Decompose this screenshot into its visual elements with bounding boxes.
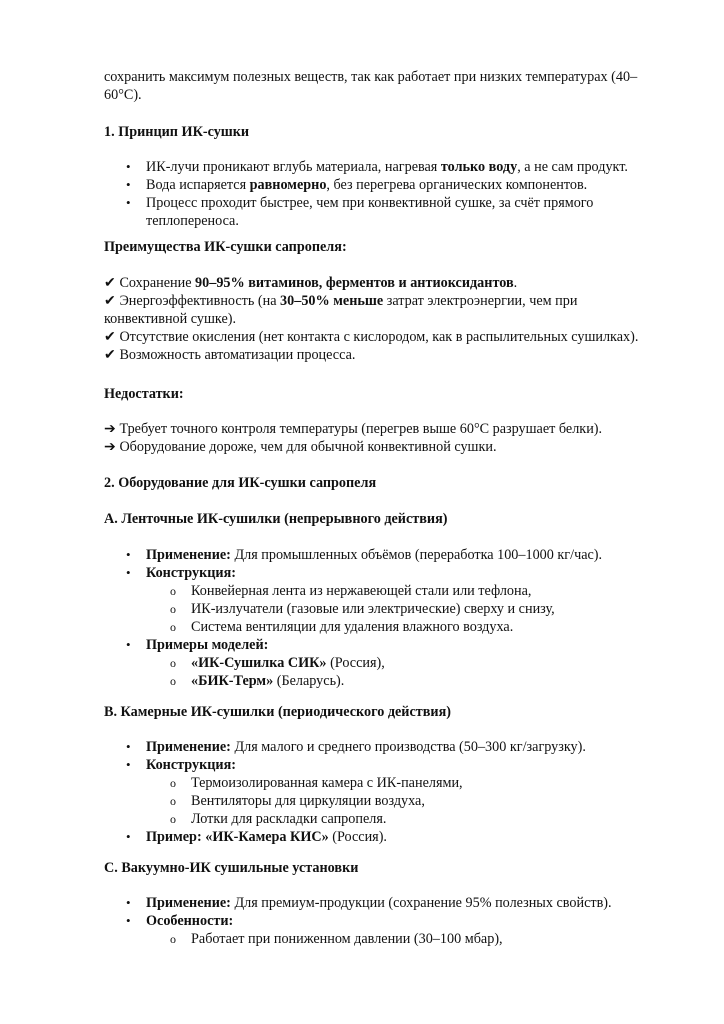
arrow-icon: ➔: [104, 439, 116, 455]
list-item: • Пример: «ИК-Камера КИС» (Россия).: [126, 829, 387, 845]
sub-list-item: o ИК-излучатели (газовые или электрические) сверху и снизу,: [170, 601, 555, 617]
section-b-list: [104, 738, 664, 846]
bullet-dot: •: [126, 913, 131, 928]
sub-list-item: o Работает при пониженном давлении (30–100 мбар),: [170, 931, 503, 947]
list-item: • Применение: Для малого и среднего производства (50–300 кг/загрузку).: [126, 739, 586, 755]
list-item: ➔ Оборудование дороже, чем для обычной конвективной сушки.: [104, 439, 497, 455]
sub-list-item: o Лотки для раскладки сапропеля.: [170, 811, 387, 827]
bullet-dot: •: [126, 895, 131, 910]
list-item: ✔ Сохранение 90–95% витаминов, ферментов и антиоксидантов.: [104, 275, 518, 291]
list-item: • Примеры моделей:: [126, 637, 269, 653]
bullet-dot: •: [126, 829, 131, 844]
check-icon: ✔: [104, 329, 116, 345]
list-item: • Процесс проходит быстрее, чем при конвективной сушке, за счёт прямого теплопереноса.: [126, 195, 594, 229]
section-b-heading: B. Камерные ИК-сушилки (периодического действия): [104, 704, 451, 720]
advantages-list: [104, 274, 664, 364]
section-a-list: [104, 546, 664, 690]
check-icon: ✔: [104, 293, 116, 309]
bullet-dot: •: [126, 565, 131, 580]
section-2-heading: 2. Оборудование для ИК-сушки сапропеля: [104, 475, 377, 491]
section-a-heading: A. Ленточные ИК-сушилки (непрерывного действия): [104, 511, 448, 527]
disadvantages-heading: Недостатки:: [104, 386, 184, 402]
list-item: • Особенности:: [126, 913, 234, 929]
bullet-circle: o: [170, 656, 176, 670]
sub-list-item: o «БИК-Терм» (Беларусь).: [170, 673, 345, 689]
list-item: • Применение: Для премиум-продукции (сохранение 95% полезных свойств).: [126, 895, 612, 911]
bullet-dot: •: [126, 547, 131, 562]
section-c-list: [104, 894, 664, 948]
bullet-dot: •: [126, 757, 131, 772]
list-item: ✔ Отсутствие окисления (нет контакта с кислородом, как в распылительных сушилках).: [104, 329, 639, 345]
bullet-circle: o: [170, 932, 176, 946]
arrow-icon: ➔: [104, 421, 116, 437]
bullet-circle: o: [170, 794, 176, 808]
sub-list-item: o Вентиляторы для циркуляции воздуха,: [170, 793, 425, 809]
list-item: • Применение: Для промышленных объёмов (переработка 100–1000 кг/час).: [126, 547, 603, 563]
check-icon: ✔: [104, 347, 116, 363]
list-item: ✔ Энергоэффективность (на 30–50% меньше затрат электроэнергии, чем при конвективной сушке).: [104, 293, 578, 327]
section-1-bullet-list: [104, 158, 664, 230]
list-item: ✔ Возможность автоматизации процесса.: [104, 347, 356, 363]
bullet-circle: o: [170, 620, 176, 634]
section-c-heading: C. Вакуумно-ИК сушильные установки: [104, 860, 359, 876]
section-1-heading: 1. Принцип ИК-сушки: [104, 124, 250, 140]
sub-list-item: o Система вентиляции для удаления влажного воздуха.: [170, 619, 514, 635]
bullet-circle: o: [170, 674, 176, 688]
disadvantages-list: [104, 420, 664, 456]
bullet-circle: o: [170, 584, 176, 598]
list-item: ➔ Требует точного контроля температуры (перегрев выше 60°C разрушает белки).: [104, 421, 603, 437]
bullet-dot: •: [126, 739, 131, 754]
bullet-circle: o: [170, 812, 176, 826]
bullet-dot: •: [126, 159, 131, 174]
bullet-dot: •: [126, 177, 131, 192]
bullet-circle: o: [170, 602, 176, 616]
bullet-dot: •: [126, 637, 131, 652]
list-item: • ИК-лучи проникают вглубь материала, нагревая только воду, а не сам продукт.: [126, 159, 628, 175]
sub-list-item: o Конвейерная лента из нержавеющей стали или тефлона,: [170, 583, 532, 599]
list-item: • Конструкция:: [126, 565, 237, 581]
list-item: • Конструкция:: [126, 757, 237, 773]
sub-list-item: o Термоизолированная камера с ИК-панелями,: [170, 775, 463, 791]
check-icon: ✔: [104, 275, 116, 291]
list-item: • Вода испаряется равномерно, без перегрева органических компонентов.: [126, 177, 588, 193]
bullet-dot: •: [126, 195, 131, 210]
advantages-heading: Преимущества ИК-сушки сапропеля:: [104, 239, 347, 255]
bullet-circle: o: [170, 776, 176, 790]
intro-paragraph: сохранить максимум полезных веществ, так как работает при низких температурах (40–60°C).: [104, 69, 638, 103]
sub-list-item: o «ИК-Сушилка СИК» (Россия),: [170, 655, 385, 671]
